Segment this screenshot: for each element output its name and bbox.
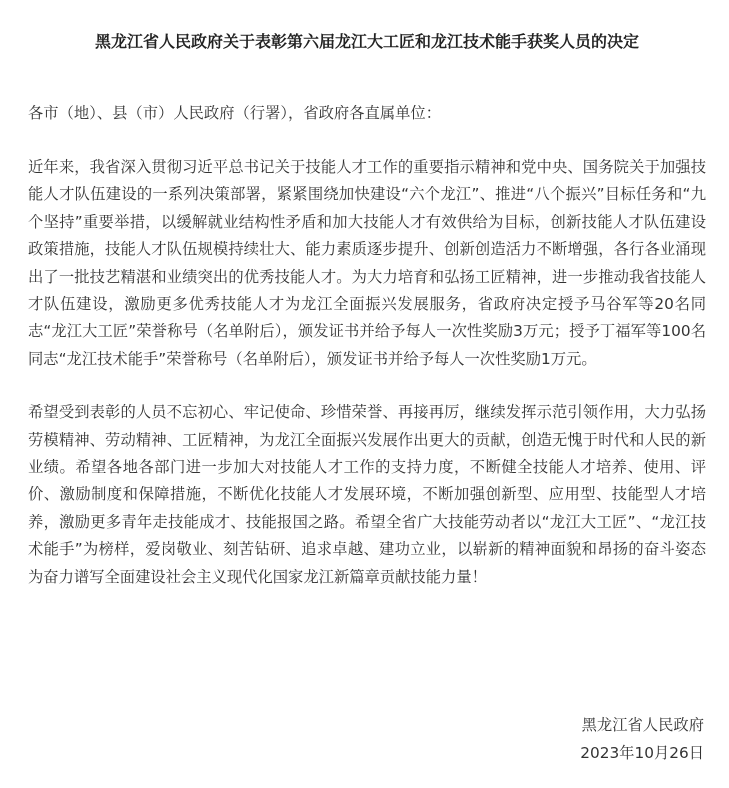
body-paragraph-1: 近年来，我省深入贯彻习近平总书记关于技能人才工作的重要指示精神和党中央、国务院关于加强技能人才队伍建设的一系列决策部署，紧紧围绕加快建设“六个龙江”、推进“八个振兴”目标任务和“九个坚持”重要举措，以缓解就业结构性矛盾和加大技能人才有效供给为目标，创新技能人才队伍建设政策措施，技能人才队伍规模持续壮大、能力素质逐步提升、创新创造活力不断增强，各行各业涌现出了一批技艺精湛和业绩突出的优秀技能人才。为大力培育和弘扬工匠精神，进一步推动我省技能人才队伍建设，激励更多优秀技能人才为龙江全面振兴发展服务，省政府决定授予马谷军等20名同志“龙江大工匠”荣誉称号（名单附后），颁发证书并给予每人一次性奖励3万元；授予丁福军等100名同志“龙江技术能手”荣誉称号（名单附后），颁发证书并给予每人一次性奖励1万元。 [28, 158, 706, 368]
signature-organization: 黑龙江省人民政府 [581, 716, 704, 734]
document-body [28, 0, 706, 591]
document-title: 黑龙江省人民政府关于表彰第六届龙江大工匠和龙江技术能手获奖人员的决定 [94, 32, 639, 51]
signature-date: 2023年10月26日 [580, 744, 704, 762]
document-salutation: 各市（地）、县（市）人民政府（行署），省政府各直属单位： [28, 104, 442, 122]
body-paragraph-2: 希望受到表彰的人员不忘初心、牢记使命、珍惜荣誉、再接再厉，继续发挥示范引领作用，大力弘扬劳模精神、劳动精神、工匠精神，为龙江全面振兴发展作出更大的贡献，创造无愧于时代和人民的新业绩。希望各地各部门进一步加大对技能人才工作的支持力度，不断健全技能人才培养、使用、评价、激励制度和保障措施，不断优化技能人才发展环境，不断加强创新型、应用型、技能型人才培养，激励更多青年走技能成才、技能报国之路。希望全省广大技能劳动者以“龙江大工匠”、“龙江技术能手”为榜样，爱岗敬业、刻苦钻研、追求卓越、建功立业，以崭新的精神面貌和昂扬的奋斗姿态为奋力谱写全面建设社会主义现代化国家龙江新篇章贡献技能力量！ [28, 403, 706, 586]
